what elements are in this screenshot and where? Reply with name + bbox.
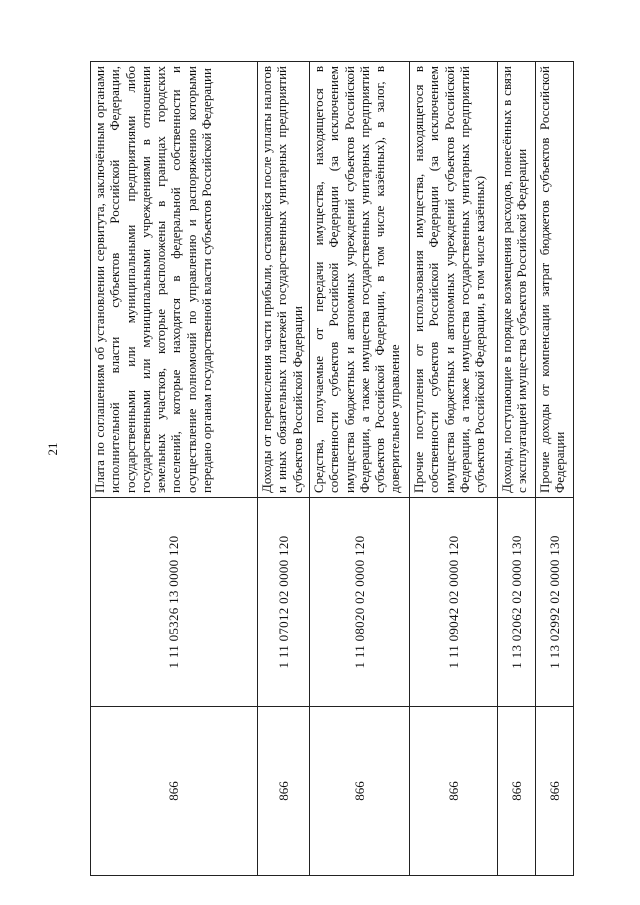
page-number: 21 bbox=[45, 442, 60, 456]
budget-code-cell: 1 11 05326 13 0000 120 bbox=[91, 498, 258, 707]
budget-code-cell: 1 13 02992 02 0000 130 bbox=[536, 498, 574, 707]
revenue-name-cell: Средства, получаемые от передачи имущества, находящегося в собственности субъектов Российской Федерации (за исключением имущества бюджетных и автономных учреждений субъектов Российской Федерации, а также имущества государственных унитарных предприятий субъектов Российской Федерации, в том числе казённых), в залог, в доверительное управление bbox=[310, 62, 410, 498]
table-row bbox=[258, 62, 310, 876]
revenue-name-cell: Прочие доходы от компенсации затрат бюджетов субъектов Российской Федерации bbox=[536, 62, 574, 498]
table-row bbox=[410, 62, 498, 876]
revenue-name-cell: Плата по соглашениям об установлении сервитута, заключённым органами исполнительной власти субъектов Российской Федерации, государственными или муниципальными предприятиями либо государственными или муниципальными учреждениями в отношении земельных участков, которые расположены в границах городских поселений, которые находятся в федеральной собственности и осуществление полномочий по управлению и распоряжению которыми передано органам государственной власти субъектов Российской Федерации bbox=[91, 62, 258, 498]
admin-code-cell: 866 bbox=[310, 707, 410, 876]
budget-code-cell: 1 11 08020 02 0000 120 bbox=[310, 498, 410, 707]
table-row bbox=[310, 62, 410, 876]
table-row bbox=[536, 62, 574, 876]
table-row bbox=[498, 62, 536, 876]
revenue-codes-table-wrapper bbox=[90, 61, 587, 876]
revenue-name-cell: Прочие поступления от использования имущества, находящегося в собственности субъектов Российской Федерации (за исключением имущества бюджетных и автономных учреждений субъектов Российской Федерации, а также имущества государственных унитарных предприятий субъектов Российской Федерации, в том числе казённых) bbox=[410, 62, 498, 498]
admin-code-cell: 866 bbox=[536, 707, 574, 876]
admin-code-cell: 866 bbox=[258, 707, 310, 876]
revenue-codes-table bbox=[90, 61, 574, 876]
revenue-name-cell: Доходы, поступающие в порядке возмещения расходов, понесённых в связи с эксплуатацией имущества субъектов Российской Федерации bbox=[498, 62, 536, 498]
budget-code-cell: 1 13 02062 02 0000 130 bbox=[498, 498, 536, 707]
budget-code-cell: 1 11 09042 02 0000 120 bbox=[410, 498, 498, 707]
admin-code-cell: 866 bbox=[498, 707, 536, 876]
revenue-name-cell: Доходы от перечисления части прибыли, остающейся после уплаты налогов и иных обязательных платежей государственных унитарных предприятий субъектов Российской Федерации bbox=[258, 62, 310, 498]
budget-code-cell: 1 11 07012 02 0000 120 bbox=[258, 498, 310, 707]
admin-code-cell: 866 bbox=[410, 707, 498, 876]
admin-code-cell: 866 bbox=[91, 707, 258, 876]
table-row bbox=[91, 62, 258, 876]
